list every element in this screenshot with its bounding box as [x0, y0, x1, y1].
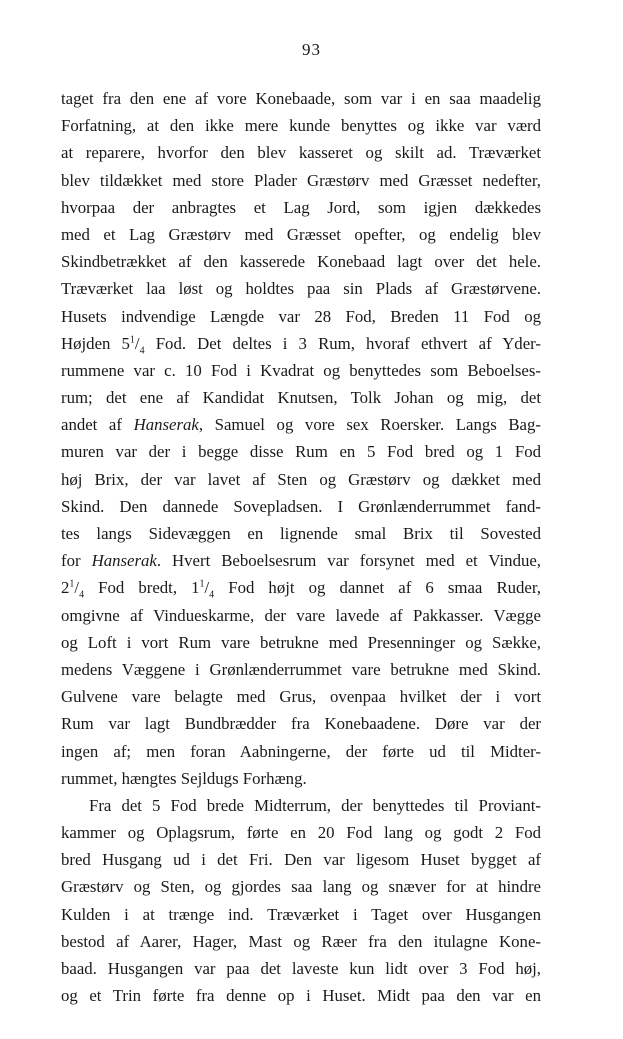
text-line: og Loft i vort Rum vare betrukne med Presenninger og Sække, — [61, 632, 541, 652]
text-line: bred Husgang ud i det Fri. Den var ligesom Huset bygget af — [61, 850, 541, 870]
text-line: Rum var lagt Bundbrædder fra Konebaadene. Døre var der — [61, 714, 541, 734]
page-number: 93 — [302, 40, 321, 59]
text-segment: Højden 5 — [61, 333, 130, 353]
text-segment: 2 — [61, 578, 70, 598]
text-segment: andet af — [61, 415, 134, 435]
text-line: omgivne af Vindueskarme, der vare lavede af Pakkasser. Vægge — [61, 605, 541, 625]
text-line: medens Væggene i Grønlænderrummet vare betrukne med Skind. — [61, 659, 541, 679]
text-line: tes langs Sidevæggen en lignende smal Brix til Sovested — [61, 524, 541, 543]
fraction-denominator: 4 — [139, 345, 145, 357]
text-line: taget fra den ene af vore Konebaade, som var i en saa maadelig — [61, 89, 541, 108]
text-line: at reparere, hvorfor den blev kasseret og skilt ad. Træværket — [61, 143, 541, 163]
text-segment: Fod bredt, 1 — [84, 578, 200, 598]
text-line: Husets indvendige Længde var 28 Fod, Breden 11 Fod og — [61, 306, 541, 326]
text-segment: Fod højt og dannet af 6 smaa Ruder, — [214, 578, 541, 598]
fraction-numerator: 1 — [69, 578, 75, 590]
text-line: blev tildækket med store Plader Græstørv med Græsset nedefter, — [61, 170, 541, 190]
body-text — [61, 85, 541, 1009]
text-line: baad. Husgangen var paa det laveste kun lidt over 3 Fod høj, — [61, 959, 541, 978]
text-segment: for — [61, 551, 92, 571]
text-line — [61, 547, 541, 574]
text-line: rummet, hængtes Sejldugs Forhæng. — [61, 768, 307, 788]
text-line: Forfatning, at den ikke mere kunde benyttes og ikke var værd — [61, 116, 541, 136]
text-line: bestod af Aarer, Hager, Mast og Ræer fra den itulagne Kone- — [61, 931, 541, 951]
text-segment: , Samuel og vore sex Roersker. Langs Bag- — [198, 415, 541, 435]
fraction-denominator: 4 — [209, 589, 215, 601]
text-line: Træværket laa løst og holdtes paa sin Plads af Græstørvene. — [61, 279, 541, 299]
text-line: Gulvene vare belagte med Grus, ovenpaa hvilket der i vort — [61, 687, 541, 707]
italic-name: Hanserak — [133, 415, 199, 435]
fraction-slash: / — [134, 333, 140, 353]
text-line: rum; det ene af Kandidat Knutsen, Tolk Johan og mig, det — [61, 388, 541, 408]
fraction-slash: / — [204, 578, 210, 598]
text-line: kammer og Oplagsrum, førte en 20 Fod lang og godt 2 Fod — [61, 823, 541, 843]
text-line: Fra det 5 Fod brede Midterrum, der benyttedes til Proviant- — [89, 795, 541, 815]
text-line: hvorpaa der anbragtes et Lag Jord, som igjen dækkedes — [61, 197, 541, 217]
fraction-numerator: 1 — [199, 578, 205, 590]
text-line: med et Lag Græstørv med Græsset opefter, og endelig blev — [61, 224, 541, 244]
text-segment: Fod. Det deltes i 3 Rum, hvoraf ethvert af Yder- — [144, 333, 541, 353]
text-line: og et Trin førte fra denne op i Huset. Midt paa den var en — [61, 986, 541, 1006]
text-line: ingen af; men foran Aabningerne, der førte ud til Midter- — [61, 741, 541, 761]
text-line — [61, 574, 541, 601]
text-line: Skindbetrækket af den kasserede Konebaad lagt over det hele. — [61, 252, 541, 272]
text-line: Skind. Den dannede Sovepladsen. I Grønlænderrummet fand- — [61, 496, 541, 516]
text-line — [61, 411, 541, 438]
text-line: høj Brix, der var lavet af Sten og Græstørv og dækket med — [61, 469, 541, 489]
text-line: Kulden i at trænge ind. Træværket i Taget over Husgangen — [61, 904, 541, 924]
text-segment: . Hvert Beboelsesrum var forsynet med et Vindue, — [156, 551, 541, 571]
italic-name: Hanserak — [91, 551, 157, 571]
text-line — [61, 330, 541, 357]
text-line: Græstørv og Sten, og gjordes saa lang og snæver for at hindre — [61, 877, 541, 897]
fraction-numerator: 1 — [129, 334, 135, 346]
fraction-slash: / — [74, 578, 80, 598]
text-line: rummene var c. 10 Fod i Kvadrat og benyttedes som Beboelses- — [61, 360, 541, 380]
fraction-denominator: 4 — [79, 589, 85, 601]
text-line: muren var der i begge disse Rum en 5 Fod bred og 1 Fod — [61, 442, 541, 462]
